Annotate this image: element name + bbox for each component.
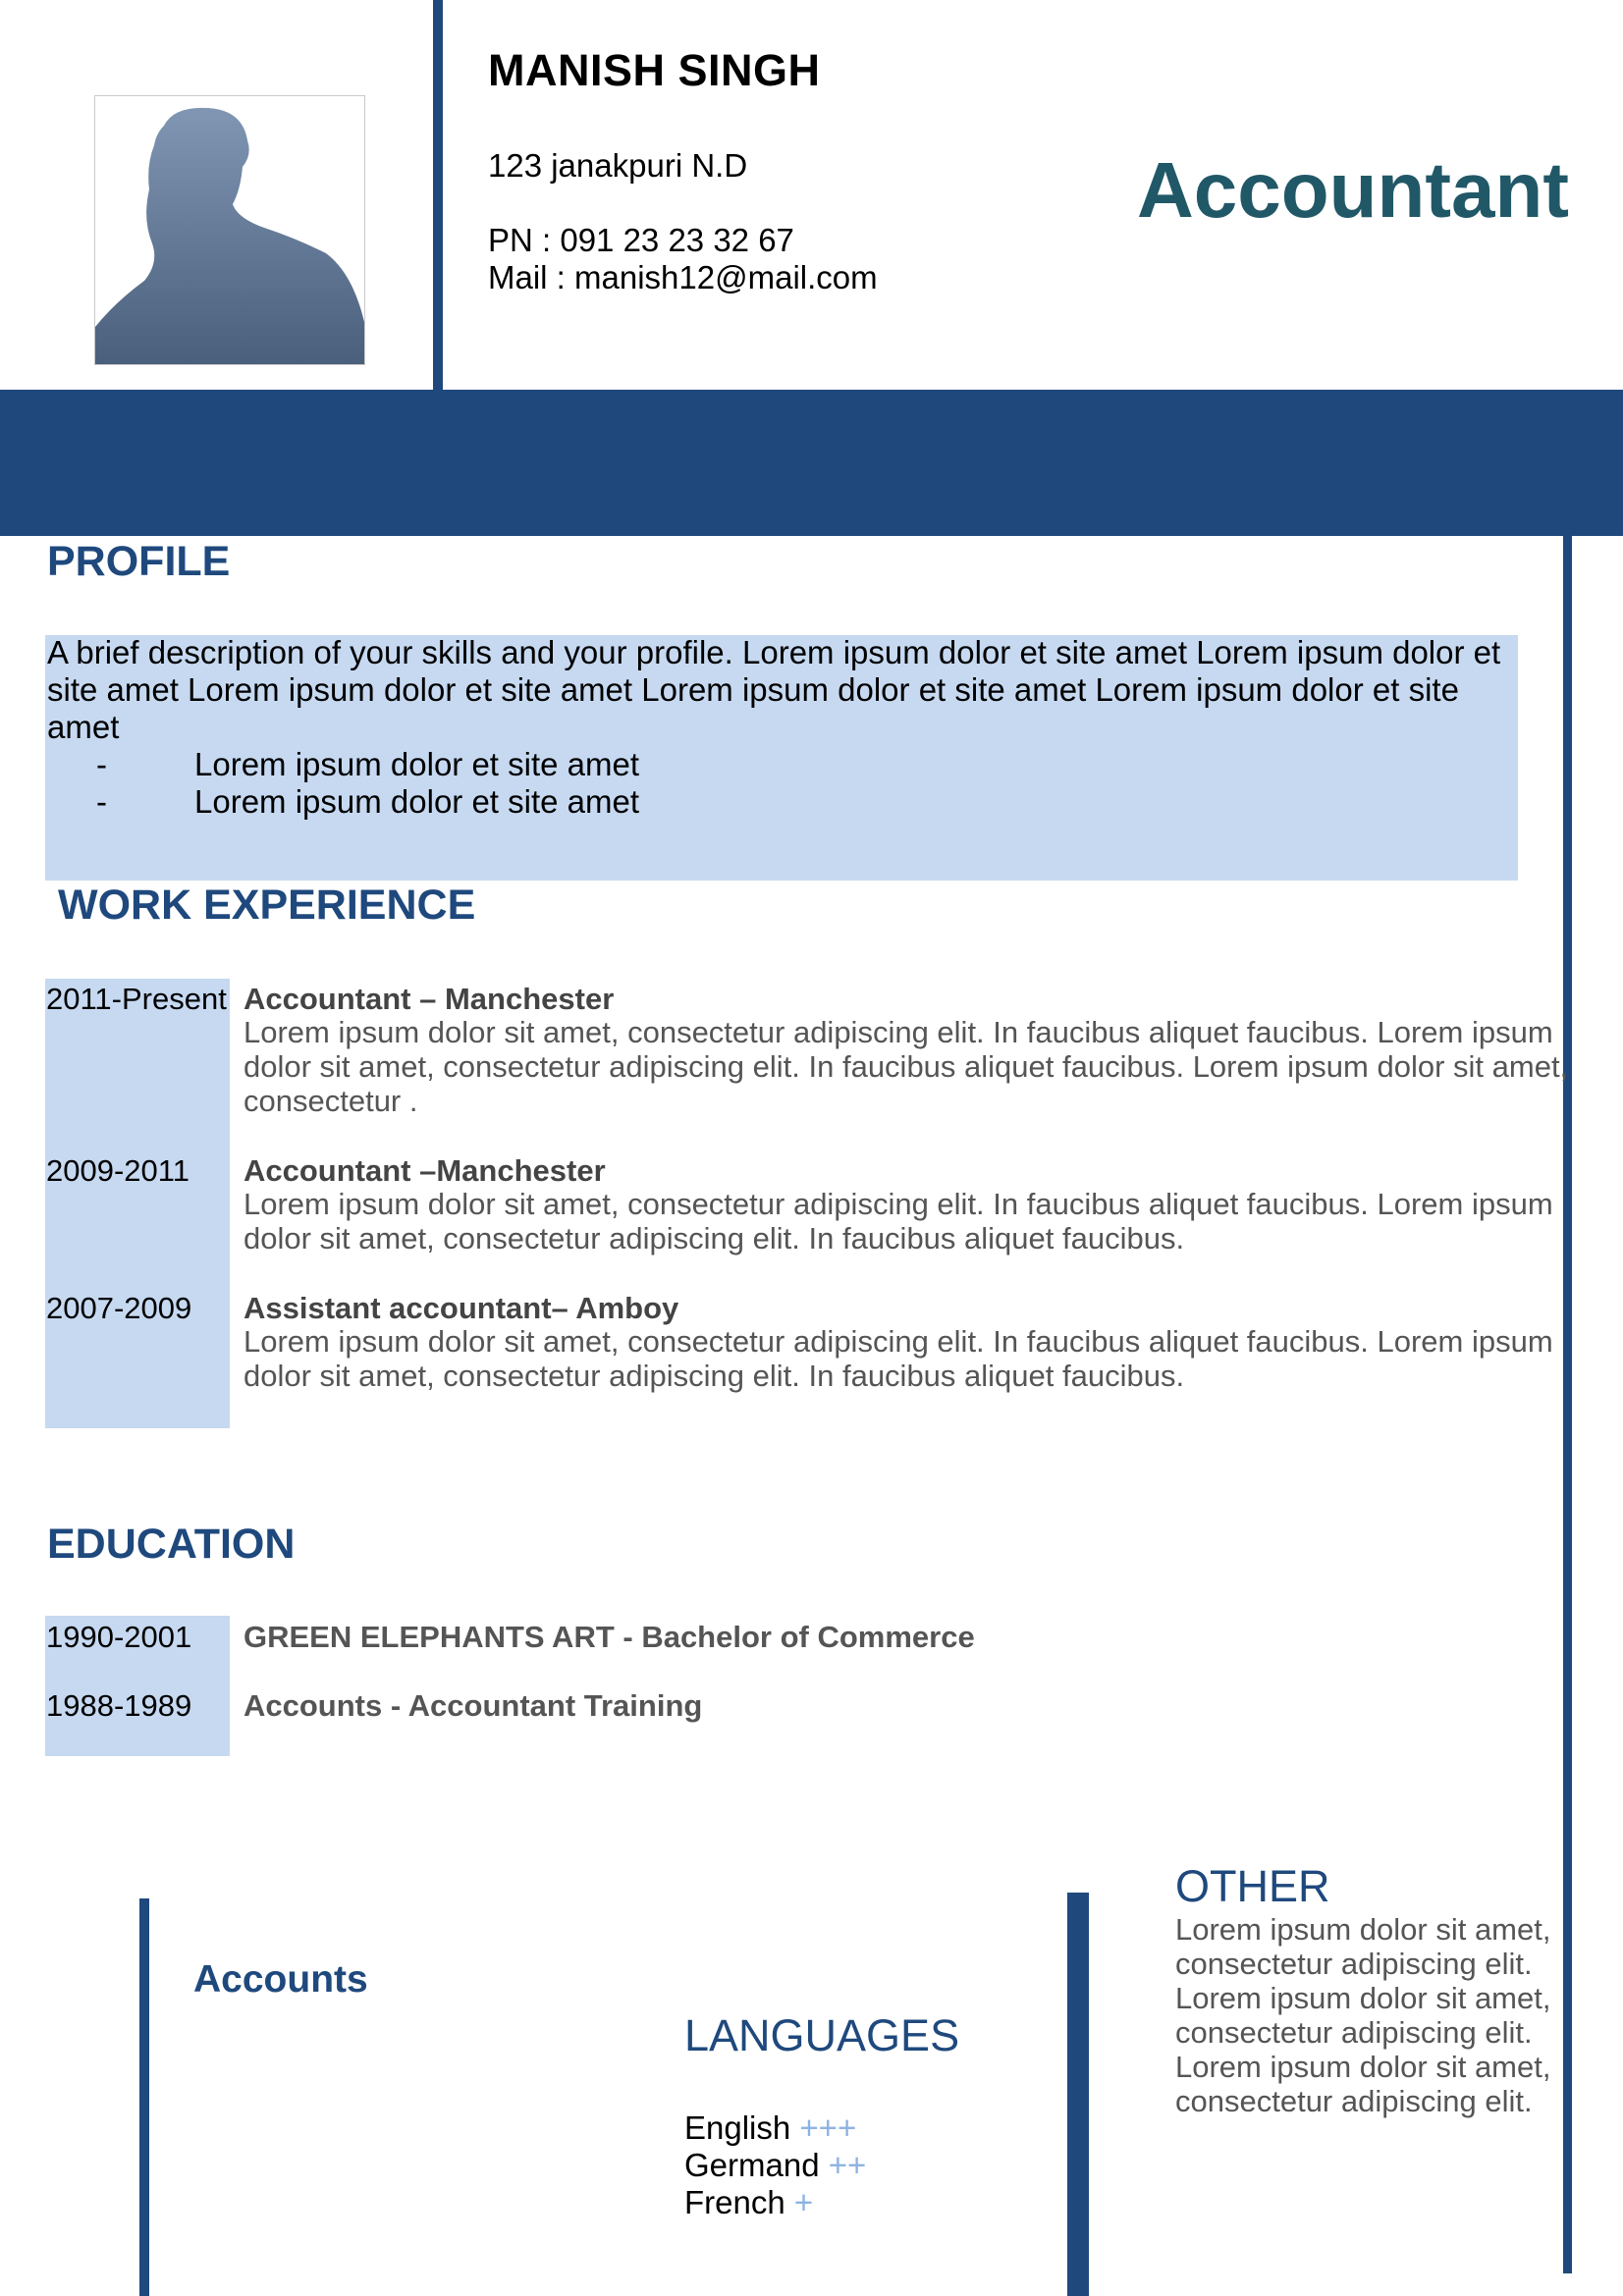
work-title: Accountant – Manchester [243,982,615,1016]
work-title: Accountant –Manchester [243,1153,606,1188]
education-entry: GREEN ELEPHANTS ART - Bachelor of Commerce [243,1620,975,1654]
profile-text: A brief description of your skills and your profile. Lorem ipsum dolor et site amet Lorem ipsum dolor et site amet Lorem ipsum dolor et site amet Lorem ipsum dolor et site amet Lorem ipsum dolor et site amet [47,634,1501,745]
skills-divider [139,1898,149,2296]
work-date-column [45,979,230,1428]
profile-photo [94,95,365,365]
list-item: - Lorem ipsum dolor et site amet [96,783,640,820]
language-name: Germand [684,2147,820,2183]
education-date: 1990-2001 [46,1620,192,1654]
languages-list [684,2109,866,2221]
language-name: French [684,2184,785,2220]
other-divider [1067,1893,1089,2296]
work-description: Lorem ipsum dolor sit amet, consectetur adipiscing elit. In faucibus aliquet faucibus. Lorem ipsum dolor sit amet, consectetur adipiscing elit. In faucibus aliquet faucibus. [243,1187,1553,1255]
job-title: Accountant [1137,146,1569,234]
education-heading: EDUCATION [47,1521,296,1568]
candidate-name: MANISH SINGH [488,45,821,95]
language-level: +++ [799,2109,857,2146]
work-date: 2009-2011 [46,1153,189,1188]
language-name: English [684,2109,791,2146]
other-heading: OTHER [1175,1861,1330,1911]
email: Mail : manish12@mail.com [488,259,878,295]
work-date: 2011-Present [46,982,227,1016]
address: 123 janakpuri N.D [488,147,748,184]
profile-heading: PROFILE [47,538,231,585]
languages-heading: LANGUAGES [684,2010,960,2060]
work-date: 2007-2009 [46,1291,192,1325]
work-description: Lorem ipsum dolor sit amet, consectetur adipiscing elit. In faucibus aliquet faucibus. Lorem ipsum dolor sit amet, consectetur adipiscing elit. In faucibus aliquet faucibus. [243,1324,1553,1393]
work-description: Lorem ipsum dolor sit amet, consectetur adipiscing elit. In faucibus aliquet faucibus. Lorem ipsum dolor sit amet, consectetur adipiscing elit. In faucibus aliquet faucibus. Lorem ipsum dolor sit amet, consectetur . [243,1015,1569,1118]
bullet-text: Lorem ipsum dolor et site amet [194,746,640,782]
skills-heading: Accounts [193,1958,368,2001]
bullet-text: Lorem ipsum dolor et site amet [194,783,640,820]
work-title: Assistant accountant– Amboy [243,1291,679,1325]
list-item [684,2109,866,2147]
other-text: Lorem ipsum dolor sit amet, consectetur adipiscing elit. Lorem ipsum dolor sit amet, consectetur adipiscing elit. Lorem ipsum dolor sit amet, consectetur adipiscing elit. [1175,1912,1551,2118]
header-divider [433,0,443,390]
language-level: + [793,2184,814,2220]
work-heading: WORK EXPERIENCE [58,881,476,929]
person-silhouette-icon [95,96,364,364]
header-band [0,390,1623,536]
list-item [684,2184,866,2221]
education-date: 1988-1989 [46,1688,192,1723]
list-item [684,2147,866,2184]
language-level: ++ [828,2147,867,2183]
education-entry: Accounts - Accountant Training [243,1688,703,1723]
list-item: - Lorem ipsum dolor et site amet [96,746,640,782]
profile-section [47,634,1520,821]
phone: PN : 091 23 23 32 67 [488,222,794,258]
